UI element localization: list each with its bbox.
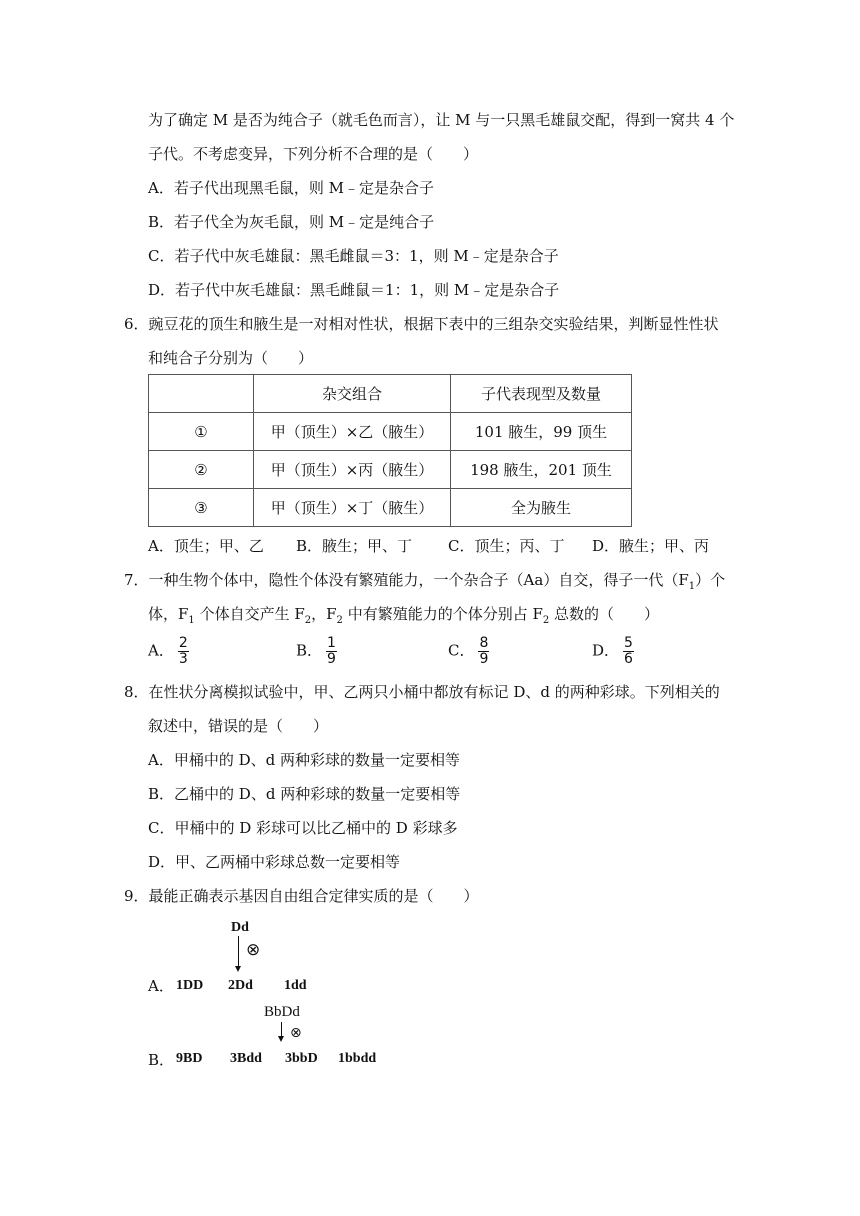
q5-option-a: A．若子代出现黑毛鼠，则 M﹣定是杂合子: [148, 179, 434, 197]
q6-stem-line1: 6．豌豆花的顶生和腋生是一对相对性状，根据下表中的三组杂交实验结果，判断显性性状: [124, 315, 719, 333]
table-cell: ③: [149, 489, 254, 527]
subscript: 1: [688, 581, 696, 592]
table-cell: 101 腋生，99 顶生: [451, 413, 632, 451]
fraction: [478, 636, 489, 667]
q5-stem-line2: 子代。不考虑变异，下列分析不合理的是（ ）: [148, 145, 479, 163]
table-cell: 甲（顶生）×丙（腋生）: [254, 451, 451, 489]
option-label: A．: [148, 641, 174, 660]
q7-text: ，F: [311, 605, 337, 623]
table-row: [149, 451, 632, 489]
table-cell: 198 腋生，201 顶生: [451, 451, 632, 489]
q9-option-b-label: B．: [148, 1051, 175, 1069]
q6-option-a: A．顶生；甲、乙: [148, 537, 264, 555]
diag-b-offspring: 9BD: [176, 1051, 203, 1066]
diag-b-arrow-head: [278, 1036, 284, 1042]
table-header-row: [149, 375, 632, 413]
diag-b-parent: BbDd: [264, 1004, 300, 1020]
option-label: B．: [296, 641, 323, 660]
q6-stem-line2: 和纯合子分别为（ ）: [148, 349, 314, 367]
q7-text: 总数的（ ）: [549, 605, 660, 623]
fraction-numerator: 8: [479, 635, 489, 651]
q5-option-b: B．若子代全为灰毛鼠，则 M﹣定是纯合子: [148, 213, 435, 231]
fraction-numerator: 5: [624, 635, 633, 651]
q5-option-c: C．若子代中灰毛雄鼠：黑毛雌鼠＝3：1，则 M﹣定是杂合子: [148, 247, 559, 265]
q7-text: 7．一种生物个体中，隐性个体没有繁殖能力，一个杂合子（Aa）自交，得子一代（F: [124, 571, 689, 589]
subscript: 2: [542, 615, 550, 626]
q7-text: 中有繁殖能力的个体分别占 F: [342, 605, 543, 623]
q7-option-a: [148, 636, 189, 667]
fraction-numerator: 1: [327, 635, 336, 651]
q8-option-c: C．甲桶中的 D 彩球可以比乙桶中的 D 彩球多: [148, 819, 458, 837]
q7-stem-line1: [124, 570, 725, 597]
q8-stem-line2: 叙述中，错误的是（ ）: [148, 717, 329, 735]
q7-stem-line2: [148, 604, 659, 631]
option-label: D．: [592, 641, 620, 660]
table-cell: 全为腋生: [451, 489, 632, 527]
table-cell: 甲（顶生）×丁（腋生）: [254, 489, 451, 527]
selfing-symbol-icon: ⊗: [290, 1025, 302, 1041]
subscript: 1: [188, 615, 195, 626]
q7-text: 体，F: [148, 605, 189, 623]
diag-a-offspring: 2Dd: [228, 978, 253, 993]
table-header-cell: 子代表现型及数量: [451, 375, 632, 413]
q6-option-c: C．顶生；丙、丁: [448, 537, 565, 555]
fraction: [623, 636, 634, 667]
diag-a-arrow: [238, 936, 239, 966]
option-label: C．: [448, 641, 475, 660]
subscript: 2: [304, 615, 312, 626]
fraction-numerator: 2: [178, 635, 188, 651]
diag-b-offspring: 3Bdd: [230, 1051, 262, 1066]
diag-a-offspring: 1dd: [284, 978, 307, 993]
q5-stem-line1: 为了确定 M 是否为纯合子（就毛色而言），让 M 与一只黑毛雄鼠交配，得到一窝共 4 个: [148, 111, 735, 129]
fraction-denominator: 9: [327, 651, 336, 667]
fraction-denominator: 9: [479, 651, 489, 667]
diag-b-offspring: 3bbD: [285, 1051, 318, 1066]
q8-option-b: B．乙桶中的 D、d 两种彩球的数量一定要相等: [148, 785, 461, 803]
fraction: [326, 636, 337, 667]
fraction-denominator: 6: [624, 651, 633, 667]
table-cell: 甲（顶生）×乙（腋生）: [254, 413, 451, 451]
q8-stem-line1: 8．在性状分离模拟试验中，甲、乙两只小桶中都放有标记 D、d 的两种彩球。下列相关的: [124, 683, 720, 701]
q7-text: ）个: [695, 571, 726, 589]
q8-option-a: A．甲桶中的 D、d 两种彩球的数量一定要相等: [148, 751, 460, 769]
diag-b-offspring: 1bbdd: [338, 1051, 377, 1066]
q6-cross-table: [148, 374, 632, 527]
table-cell: ②: [149, 451, 254, 489]
table-row: [149, 413, 632, 451]
q9-stem-line1: 9．最能正确表示基因自由组合定律实质的是（ ）: [124, 887, 479, 905]
q7-option-b: [296, 636, 337, 667]
q7-option-c: [448, 636, 489, 667]
diag-a-offspring: 1DD: [176, 978, 204, 993]
fraction-denominator: 3: [178, 651, 188, 667]
subscript: 2: [336, 615, 343, 626]
diag-a-parent: Dd: [231, 920, 249, 935]
table-header-cell: 杂交组合: [254, 375, 451, 413]
diag-a-arrow-head: [235, 966, 241, 972]
table-row: [149, 489, 632, 527]
q8-option-d: D．甲、乙两桶中彩球总数一定要相等: [148, 853, 401, 871]
q9-option-a-label: A．: [148, 977, 174, 995]
table-header-cell: [149, 375, 254, 413]
q5-option-d: D．若子代中灰毛雄鼠：黑毛雌鼠＝1：1，则 M﹣定是杂合子: [148, 281, 560, 299]
q6-option-d: D．腋生；甲、丙: [592, 537, 710, 555]
table-cell: ①: [149, 413, 254, 451]
q6-option-b: B．腋生；甲、丁: [296, 537, 413, 555]
selfing-symbol-icon: ⊗: [246, 940, 261, 960]
fraction: [178, 636, 189, 667]
q7-text: 个体自交产生 F: [194, 605, 305, 623]
q7-option-d: [592, 636, 634, 667]
